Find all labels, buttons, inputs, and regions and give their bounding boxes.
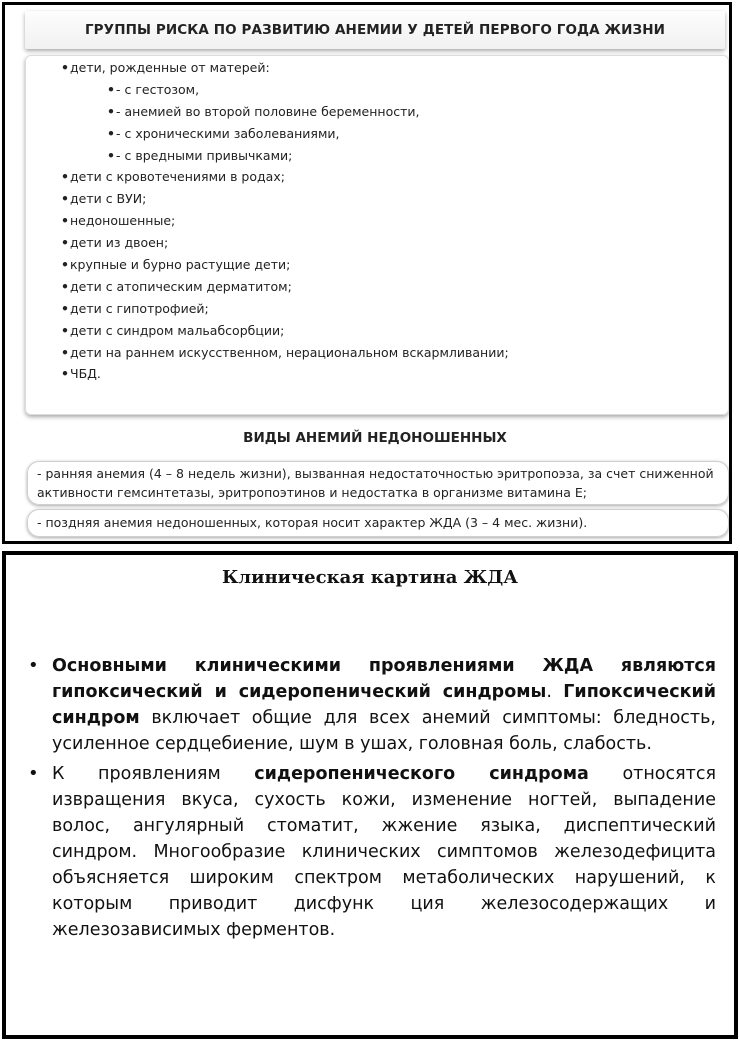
risk-item-text: - с хроническими заболеваниями,	[116, 125, 340, 141]
risk-item	[61, 320, 509, 342]
bullet2-text1: К проявлениям	[52, 764, 255, 784]
bullet2-text2: относятся извращения вкуса, сухость кожи, изменение ногтей, выпадение волос, ангулярный стоматит, жжение языка, диспептический синдром. Многообразие клинических симптомов железодефицита объясняется широким спектром метаболических нарушений, к которым приводит дисфунк ция железосодержащих и железозависимых ферментов.	[52, 764, 716, 940]
risk-item-text: - с гестозом,	[116, 81, 200, 97]
risk-item-text: дети с гипотрофией;	[70, 300, 209, 316]
bullet-dot: •	[61, 322, 69, 338]
risk-item-text: недоношенные;	[70, 213, 176, 229]
bullet2-bold1: сидеропенического синдрома	[254, 764, 589, 784]
bullet1-text1: .	[546, 682, 564, 702]
risk-subitem	[61, 79, 509, 101]
bullet-hypoxic	[26, 653, 716, 757]
risk-item-text: крупные и бурно растущие дети;	[70, 257, 291, 273]
bullet-dot: •	[61, 344, 69, 360]
risk-item-text: дети с синдром мальабсорбции;	[70, 322, 285, 338]
bullet-dot: •	[61, 278, 69, 294]
risk-item-text: дети с ВУИ;	[70, 191, 147, 207]
bullet-dot: •	[61, 235, 69, 251]
clinical-picture-slide	[2, 551, 738, 1039]
risk-item	[61, 298, 509, 320]
late-anemia-text: - поздняя анемия недоношенных, которая носит характер ЖДА (3 – 4 мес. жизни).	[37, 515, 588, 530]
risk-groups-box	[25, 55, 729, 415]
bullet1-bold2: Гипоксический синдром	[52, 682, 716, 728]
risk-groups-slide	[2, 2, 732, 544]
risk-item	[61, 342, 509, 364]
bullet-dot: •	[61, 60, 69, 75]
risk-item-text: ЧБД.	[70, 366, 101, 382]
bullet-dot: •	[107, 147, 115, 163]
risk-item	[61, 363, 509, 385]
risk-item	[61, 188, 509, 210]
risk-item	[61, 232, 509, 254]
risk-item	[61, 210, 509, 232]
risk-item	[61, 276, 509, 298]
risk-item-text: - с вредными привычками;	[116, 147, 293, 163]
clinical-bullets	[26, 653, 716, 943]
bullet-dot: •	[61, 300, 69, 316]
risk-item	[61, 254, 509, 276]
bullet1-bold1: Основными клиническими проявлениями ЖДА являются гипоксический и сидеропенический синдромы	[52, 656, 716, 702]
clinical-picture-title: Клиническая картина ЖДА	[222, 567, 518, 588]
risk-subitem	[61, 101, 509, 123]
bullet-dot: •	[61, 366, 69, 382]
risk-item-text: дети с кровотечениями в родах;	[70, 169, 285, 185]
risk-item-text: дети с атопическим дерматитом;	[70, 278, 292, 294]
risk-item-text: дети, рожденные от матерей:	[70, 60, 270, 75]
risk-item	[61, 57, 509, 79]
bullet-dot: •	[61, 257, 69, 273]
bullet-dot: •	[107, 125, 115, 141]
bullet1-text2: включает общие для всех анемий симптомы: бледность, усиленное сердцебиение, шум в ушах, головная боль, слабость.	[52, 708, 716, 754]
bullet-dot: •	[107, 103, 115, 119]
anemia-types-title-box	[25, 417, 725, 459]
risk-item-text: дети на раннем искусственном, нерациональном вскармливании;	[70, 344, 509, 360]
bullet-dot: •	[61, 169, 69, 185]
bullet-dot: •	[61, 191, 69, 207]
risk-groups-title: ГРУППЫ РИСКА ПО РАЗВИТИЮ АНЕМИИ У ДЕТЕЙ ПЕРВОГО ГОДА ЖИЗНИ	[84, 22, 666, 38]
risk-groups-list	[61, 57, 509, 385]
risk-subitem	[61, 123, 509, 145]
anemia-types-title: ВИДЫ АНЕМИЙ НЕДОНОШЕННЫХ	[243, 430, 507, 446]
bullet-dot: •	[28, 763, 39, 784]
risk-item	[61, 166, 509, 188]
risk-subitem	[61, 145, 509, 167]
early-anemia-text: - ранняя анемия (4 – 8 недель жизни), вызванная недостаточностью эритропоэза, за счет сниженной активности гемсинтетазы, эритропоэтинов и недостатка в организме витамина Е;	[37, 466, 714, 500]
late-anemia-box	[27, 509, 729, 537]
risk-item-text: - анемией во второй половине беременности,	[116, 103, 420, 119]
bullet-dot: •	[28, 655, 39, 676]
bullet-dot: •	[61, 213, 69, 229]
risk-groups-title-box	[25, 11, 725, 49]
bullet-sideropenic	[26, 761, 716, 943]
risk-item-text: дети из двоен;	[70, 235, 169, 251]
bullet-dot: •	[107, 81, 115, 97]
early-anemia-box	[27, 461, 729, 505]
